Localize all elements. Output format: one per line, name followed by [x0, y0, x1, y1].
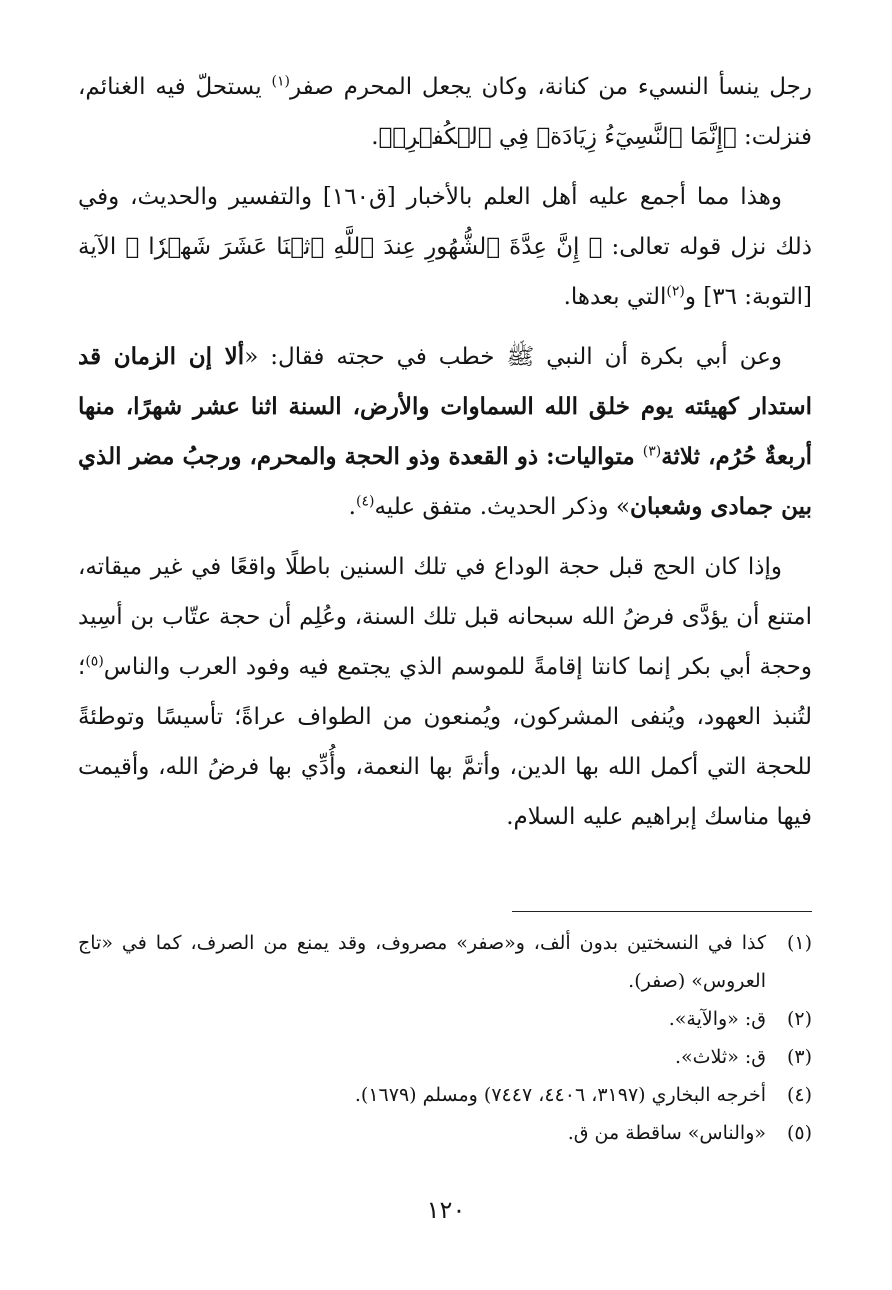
footnote-number: (١) [786, 932, 812, 954]
text-segment: التي بعدها. [563, 284, 667, 310]
footnote-number: (٤) [786, 1084, 812, 1106]
text-segment: . [371, 124, 379, 150]
text-segment: ؛ لتُنبذ العهود، ويُنفى المشركون، ويُمنعون من الطواف عراةً؛ تأسيسًا وتوطئةً للحجة التي أكمل الله بها الدين، وأتمَّ بها النعمة، وأُدِّي بها فرضُ الله، وأقيمت فيها مناسك إبراهيم عليه السلام. [78, 654, 813, 830]
main-text [78, 62, 812, 852]
footnote-number: (٥) [786, 1122, 812, 1144]
footnote-separator [512, 911, 812, 912]
footnote-text: ق: «والآية». [668, 1008, 766, 1030]
footnote-ref: (٤) [355, 493, 375, 510]
footnote-text: «والناس» ساقطة من ق. [567, 1122, 766, 1144]
footnote-ref: (٥) [85, 653, 104, 670]
text-segment: » وذكر الحديث. متفق عليه [374, 494, 631, 520]
text-segment: رجل ينسأ النسيء من كنانة، وكان يجعل المحرم صفر [289, 74, 812, 100]
paragraph-p2 [78, 172, 812, 322]
hadith-text: متواليات: ذو القعدة وذو الحجة والمحرم، ورجبُ مضر الذي بين جمادى وشعبان [78, 443, 812, 520]
footnote-text: أخرجه البخاري (٣١٩٧، ٤٤٠٦، ٧٤٤٧) ومسلم (١٦٧٩). [354, 1084, 766, 1106]
footnote-item [78, 1038, 812, 1076]
page-number: ١٢٠ [426, 1196, 466, 1224]
paragraph-p4 [78, 542, 812, 842]
text-segment: وهذا مما أجمع عليه أهل العلم بالأخبار [ق١٦٠] والتفسير والحديث، وفي ذلك نزل قوله تعالى: [78, 184, 812, 260]
text-segment: . [348, 494, 356, 520]
footnote-ref: (١) [271, 73, 290, 90]
footnote-ref: (٢) [666, 283, 685, 300]
paragraph-p3 [78, 332, 812, 532]
footnote-item [78, 1000, 812, 1038]
text-segment: وعن أبي بكرة أن النبي ﷺ خطب في حجته فقال: « [244, 344, 783, 370]
quran-quote: ﴿ إِنَّ عِدَّةَ ٱلشُّهُورِ عِندَ ٱللَّهِ ٱثۡنَا عَشَرَ شَهۡرٗا ﴾ [125, 234, 603, 260]
hadith-text: ألا إن الزمان قد استدار كهيئته يوم خلق الله السماوات والأرض، السنة اثنا عشر شهرًا، منها أربعةٌ حُرُم، ثلاثة [78, 343, 812, 470]
footnote-item [78, 1114, 812, 1152]
footnote-number: (٣) [786, 1046, 812, 1068]
footnote-number: (٢) [786, 1008, 812, 1030]
footnote-text: ق: «ثلاث». [675, 1046, 766, 1068]
footnote-text: كذا في النسختين بدون ألف، و«صفر» مصروف، وقد يمنع من الصرف، كما في «تاج العروس» (صفر). [78, 932, 766, 992]
footnote-item [78, 924, 812, 1000]
text-segment: وإذا كان الحج قبل حجة الوداع في تلك السنين باطلًا واقعًا في غير ميقاته، امتنع أن يؤدَّى فرضُ الله سبحانه قبل تلك السنة، وعُلِم أن حجة عتّاب بن أسِيد وحجة أبي بكر إنما كانتا إقامةً للموسم الذي يجتمع فيه وفود العرب والناس [78, 554, 812, 680]
paragraph-p1 [78, 62, 812, 162]
footnote-item [78, 1076, 812, 1114]
text-segment: الآية [التوبة: ٣٦] و [78, 234, 812, 310]
text-segment: يستحلّ فيه الغنائم، فنزلت: [78, 74, 812, 150]
footnote-ref: (٣) [642, 443, 662, 460]
footnotes [78, 924, 812, 1152]
quran-quote: ﴿إِنَّمَا ٱلنَّسِيٓءُ زِيَادَةٞ فِي ٱلۡكُفۡرِۖ﴾ [378, 124, 737, 150]
